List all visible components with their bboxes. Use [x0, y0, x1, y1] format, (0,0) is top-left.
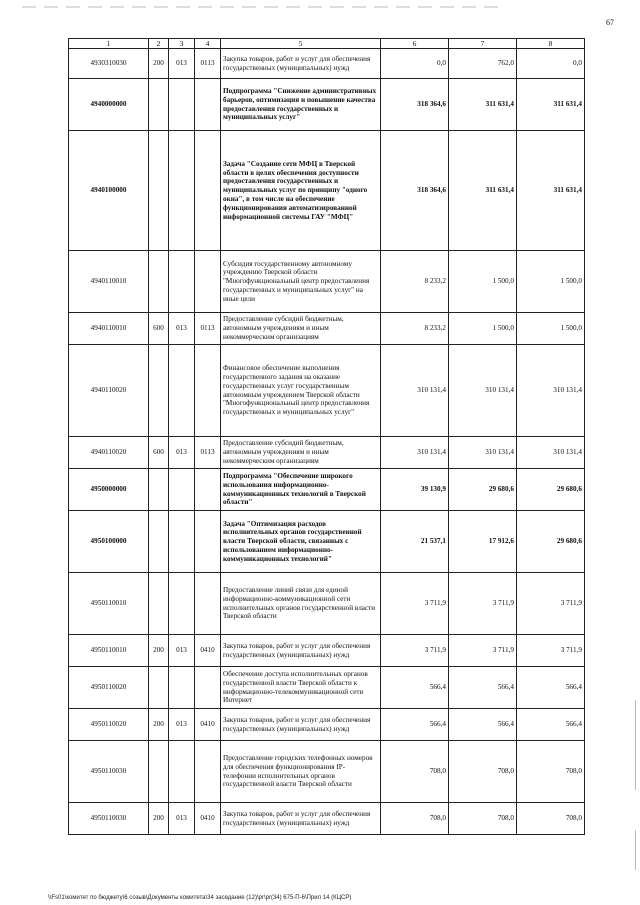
- row-name-cell: Закупка товаров, работ и услуг для обеспечения государственных (муниципальных) нужд: [221, 709, 381, 741]
- row-name-cell: Закупка товаров, работ и услуг для обеспечения государственных (муниципальных) нужд: [221, 49, 381, 79]
- row-value2-cell: 566,4: [449, 667, 517, 709]
- row-code4-cell: [195, 251, 221, 313]
- table-row: [69, 345, 585, 437]
- row-code4-cell: [195, 469, 221, 511]
- table-row: [69, 79, 585, 131]
- row-code-cell: 4950110030: [69, 741, 149, 803]
- row-code3-cell: 013: [169, 437, 195, 469]
- row-code4-cell: [195, 345, 221, 437]
- row-code2-cell: [149, 667, 169, 709]
- row-value3-cell: 310 131,4: [517, 437, 585, 469]
- header-cell: 8: [517, 39, 585, 49]
- row-code4-cell: 0113: [195, 313, 221, 345]
- row-code2-cell: [149, 345, 169, 437]
- row-code3-cell: [169, 469, 195, 511]
- row-name-cell: Обеспечение доступа исполнительных органов государственной власти Тверской области к информационно-телекоммуникационной сети Интернет: [221, 667, 381, 709]
- header-cell: 2: [149, 39, 169, 49]
- row-value3-cell: 311 631,4: [517, 131, 585, 251]
- scan-edge-artifact: [635, 830, 636, 870]
- row-value3-cell: 566,4: [517, 667, 585, 709]
- row-code3-cell: [169, 741, 195, 803]
- table-row: [69, 667, 585, 709]
- scan-header-artifact: [22, 6, 502, 8]
- row-code-cell: 4940110010: [69, 251, 149, 313]
- row-value2-cell: 566,4: [449, 709, 517, 741]
- row-code-cell: 4950110020: [69, 667, 149, 709]
- row-value1-cell: 8 233,2: [381, 251, 449, 313]
- row-code4-cell: [195, 667, 221, 709]
- row-code-cell: 4950100000: [69, 511, 149, 573]
- row-value3-cell: 29 680,6: [517, 511, 585, 573]
- row-code3-cell: 013: [169, 313, 195, 345]
- row-name-cell: Финансовое обеспечение выполнения государственного задания на оказание государственных услуг государственным автономным учреждением Тверской области "Многофункциональный центр предоставления государственных и муниципальных услуг": [221, 345, 381, 437]
- row-value1-cell: 8 233,2: [381, 313, 449, 345]
- table-row: [69, 741, 585, 803]
- scan-edge-artifact: [635, 700, 636, 790]
- row-value2-cell: 1 500,0: [449, 251, 517, 313]
- table-row: [69, 437, 585, 469]
- row-value1-cell: 566,4: [381, 667, 449, 709]
- row-value2-cell: 29 680,6: [449, 469, 517, 511]
- row-value3-cell: 3 711,9: [517, 635, 585, 667]
- header-cell: 7: [449, 39, 517, 49]
- row-name-cell: Предоставление линий связи для единой информационно-коммуникационной сети исполнительных органов государственной власти Тверской области: [221, 573, 381, 635]
- row-value3-cell: 0,0: [517, 49, 585, 79]
- row-value1-cell: 310 131,4: [381, 345, 449, 437]
- header-row: [69, 39, 585, 49]
- row-code3-cell: [169, 573, 195, 635]
- table-row: [69, 49, 585, 79]
- row-value1-cell: 3 711,9: [381, 635, 449, 667]
- row-value1-cell: 310 131,4: [381, 437, 449, 469]
- row-name-cell: Закупка товаров, работ и услуг для обеспечения государственных (муниципальных) нужд: [221, 635, 381, 667]
- row-name-cell: Задача "Создание сети МФЦ в Тверской области в целях обеспечения доступности предоставления государственных и муниципальных услуг по принципу "одного окна", в том числе на обеспечение функционирования автоматизированной информационной системы ГАУ "МФЦ": [221, 131, 381, 251]
- row-code4-cell: [195, 79, 221, 131]
- table-row: [69, 709, 585, 741]
- row-value3-cell: 1 500,0: [517, 251, 585, 313]
- row-code-cell: 4940100000: [69, 131, 149, 251]
- row-code2-cell: 600: [149, 437, 169, 469]
- table-row: [69, 573, 585, 635]
- row-code-cell: 4950110030: [69, 803, 149, 835]
- row-code3-cell: 013: [169, 803, 195, 835]
- header-cell: 1: [69, 39, 149, 49]
- row-value2-cell: 762,0: [449, 49, 517, 79]
- row-code4-cell: [195, 131, 221, 251]
- row-value2-cell: 310 131,4: [449, 437, 517, 469]
- row-code4-cell: 0410: [195, 635, 221, 667]
- row-value2-cell: 311 631,4: [449, 79, 517, 131]
- row-value3-cell: 708,0: [517, 741, 585, 803]
- row-code2-cell: 200: [149, 709, 169, 741]
- row-code4-cell: [195, 573, 221, 635]
- row-code3-cell: [169, 79, 195, 131]
- row-code2-cell: [149, 79, 169, 131]
- row-code-cell: 4940110020: [69, 345, 149, 437]
- table-body: [69, 49, 585, 835]
- row-code3-cell: [169, 131, 195, 251]
- header-cell: 4: [195, 39, 221, 49]
- row-value3-cell: 310 131,4: [517, 345, 585, 437]
- row-value3-cell: 311 631,4: [517, 79, 585, 131]
- row-value1-cell: 318 364,6: [381, 131, 449, 251]
- row-code2-cell: [149, 741, 169, 803]
- header-cell: 6: [381, 39, 449, 49]
- row-code-cell: 4940110020: [69, 437, 149, 469]
- row-code-cell: 4950110010: [69, 635, 149, 667]
- row-name-cell: Предоставление городских телефонных номеров для обеспечения функционирования IP-телефонии исполнительных органов государственной власти Тверской области: [221, 741, 381, 803]
- budget-table: [68, 38, 585, 835]
- row-value1-cell: 39 130,9: [381, 469, 449, 511]
- row-value1-cell: 708,0: [381, 803, 449, 835]
- table-row: [69, 313, 585, 345]
- table-row: [69, 251, 585, 313]
- row-name-cell: Предоставление субсидий бюджетным, автономным учреждениям и иным некоммерческим организациям: [221, 437, 381, 469]
- row-code3-cell: 013: [169, 709, 195, 741]
- row-value3-cell: 708,0: [517, 803, 585, 835]
- row-name-cell: Закупка товаров, работ и услуг для обеспечения государственных (муниципальных) нужд: [221, 803, 381, 835]
- row-code3-cell: [169, 251, 195, 313]
- row-value3-cell: 29 680,6: [517, 469, 585, 511]
- row-code-cell: 4950110010: [69, 573, 149, 635]
- row-value3-cell: 1 500,0: [517, 313, 585, 345]
- row-value2-cell: 708,0: [449, 803, 517, 835]
- row-value2-cell: 17 912,6: [449, 511, 517, 573]
- row-name-cell: Предоставление субсидий бюджетным, автономным учреждениям и иным некоммерческим организациям: [221, 313, 381, 345]
- table-row: [69, 511, 585, 573]
- table-row: [69, 131, 585, 251]
- row-code2-cell: 200: [149, 49, 169, 79]
- row-value1-cell: 3 711,9: [381, 573, 449, 635]
- row-value2-cell: 310 131,4: [449, 345, 517, 437]
- row-code4-cell: [195, 511, 221, 573]
- row-value1-cell: 21 537,1: [381, 511, 449, 573]
- row-value1-cell: 566,4: [381, 709, 449, 741]
- row-code-cell: 4940000000: [69, 79, 149, 131]
- row-code4-cell: 0113: [195, 437, 221, 469]
- table-row: [69, 469, 585, 511]
- row-code2-cell: 200: [149, 803, 169, 835]
- row-code2-cell: 200: [149, 635, 169, 667]
- row-value2-cell: 3 711,9: [449, 635, 517, 667]
- table-row: [69, 635, 585, 667]
- row-code3-cell: 013: [169, 635, 195, 667]
- row-name-cell: Подпрограмма "Обеспечение широкого использования информационно-коммуникационных технологий в Тверской области": [221, 469, 381, 511]
- row-code-cell: 4950000000: [69, 469, 149, 511]
- row-code-cell: 4930310030: [69, 49, 149, 79]
- row-name-cell: Субсидия государственному автономному учреждению Тверской области "Многофункциональный центр предоставления государственных и муниципальных услуг" на иные цели: [221, 251, 381, 313]
- row-code3-cell: [169, 345, 195, 437]
- row-value3-cell: 3 711,9: [517, 573, 585, 635]
- page-number: 67: [606, 18, 614, 27]
- row-value2-cell: 708,0: [449, 741, 517, 803]
- row-code4-cell: 0113: [195, 49, 221, 79]
- row-code4-cell: 0410: [195, 803, 221, 835]
- header-cell: 5: [221, 39, 381, 49]
- row-value2-cell: 311 631,4: [449, 131, 517, 251]
- header-cell: 3: [169, 39, 195, 49]
- row-code2-cell: [149, 469, 169, 511]
- row-code2-cell: [149, 131, 169, 251]
- footer-file-path: \\Fs01\комитет по бюджету\6 созыв\Документы комитета\34 заседание (12)\pr\pr(34) 675-П-6\Прил 14 (КЦСР): [48, 895, 352, 901]
- row-code4-cell: 0410: [195, 709, 221, 741]
- row-value1-cell: 0,0: [381, 49, 449, 79]
- row-code3-cell: [169, 511, 195, 573]
- row-name-cell: Подпрограмма "Снижение административных барьеров, оптимизация и повышение качества предоставления государственных и муниципальных услуг": [221, 79, 381, 131]
- row-value1-cell: 708,0: [381, 741, 449, 803]
- row-code4-cell: [195, 741, 221, 803]
- row-value2-cell: 3 711,9: [449, 573, 517, 635]
- row-code-cell: 4940110010: [69, 313, 149, 345]
- row-code2-cell: [149, 511, 169, 573]
- row-value2-cell: 1 500,0: [449, 313, 517, 345]
- row-name-cell: Задача "Оптимизация расходов исполнительных органов государственной власти Тверской области, связанных с использованием информационно-коммуникационных технологий": [221, 511, 381, 573]
- row-value3-cell: 566,4: [517, 709, 585, 741]
- row-code2-cell: [149, 573, 169, 635]
- row-code-cell: 4950110020: [69, 709, 149, 741]
- row-code3-cell: [169, 667, 195, 709]
- row-value1-cell: 318 364,6: [381, 79, 449, 131]
- row-code2-cell: 600: [149, 313, 169, 345]
- row-code2-cell: [149, 251, 169, 313]
- table-row: [69, 803, 585, 835]
- row-code3-cell: 013: [169, 49, 195, 79]
